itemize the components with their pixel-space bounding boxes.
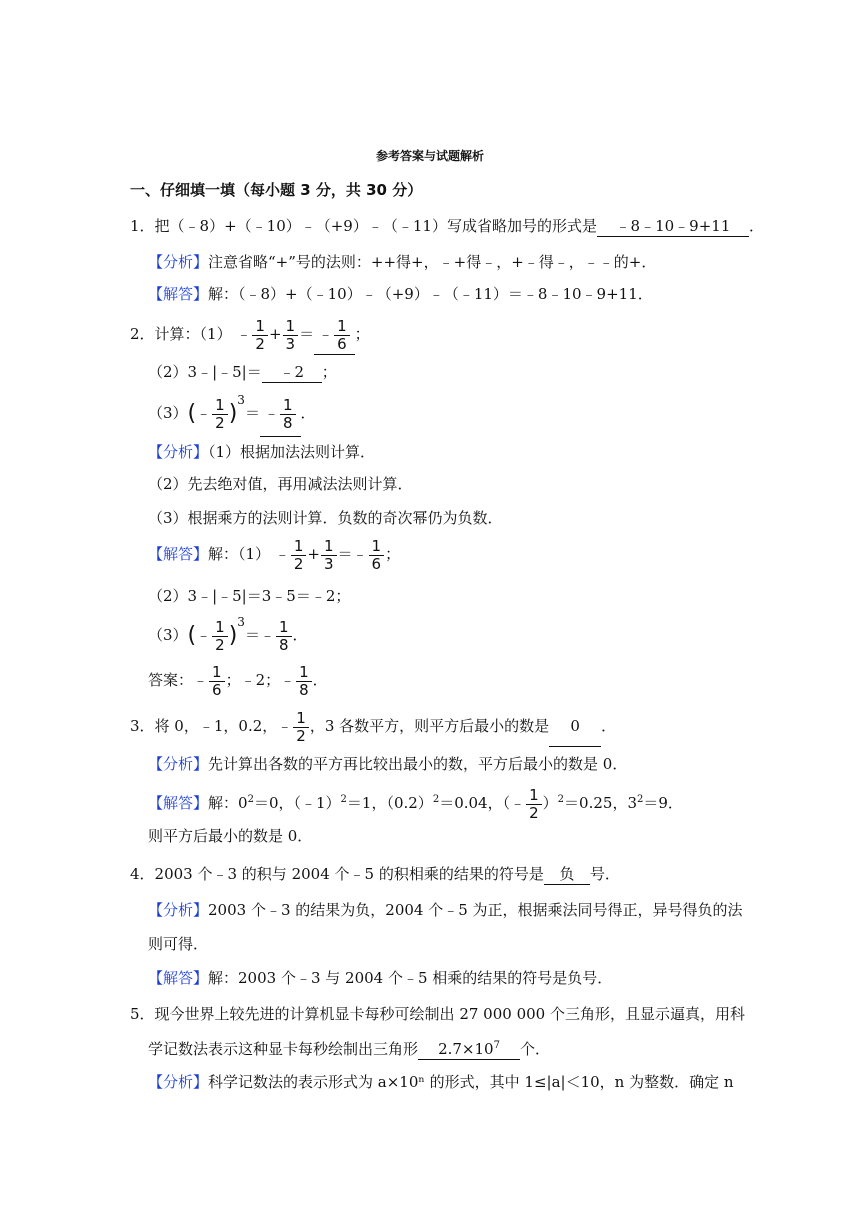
q4-solution-text: 解：2003 个﹣3 与 2004 个﹣5 相乘的结果的符号是负号． [208, 969, 613, 987]
solution-tag: 【解答】 [148, 285, 209, 303]
fraction: $\frac{1}{2}$ [252, 318, 268, 353]
section-heading: 一、仔细填一填（每小题 3 分，共 30 分） [130, 181, 423, 199]
q2-part2-text: （2）3﹣|﹣5|＝ [148, 363, 262, 381]
q5-analysis [148, 1072, 734, 1092]
q4-analysis [148, 900, 743, 920]
q4-analysis-cont: 则可得． [148, 935, 209, 953]
q2-analysis-2: （2）先去绝对值，再用减法法则计算． [148, 475, 413, 493]
q2-part3: （3）(﹣ $\frac{1}{2}$ )$^3$＝ ﹣ $\frac{1}{8}$ ． [148, 390, 316, 437]
q2-solution-label-3: （3） [148, 626, 188, 644]
q4-answer: 负 [544, 864, 590, 885]
q1-solution-text: 解：（﹣8）+（﹣10）﹣（+9）﹣（﹣11）＝﹣8﹣10﹣9+11． [208, 285, 653, 303]
analysis-tag: 【分析】 [148, 901, 209, 919]
q2-solution-1: 【解答】解：（1） ﹣ $\frac{1}{2}$ + $\frac{1}{3}$ ＝﹣ $\frac{1}{6}$ ； [148, 536, 401, 573]
q4-stem: 4．2003 个﹣3 的积与 2004 个﹣5 的积相乘的结果的符号是 [130, 865, 544, 883]
question-5-cont: 学记数法表示这种显卡每秒绘制出三角形 $2.7\times 10^7$ 个． [148, 1036, 550, 1060]
q3-stem-a: 3．将 0，﹣1，0.2， [130, 717, 278, 735]
q2-stem: 2．计算：（1） [130, 325, 232, 343]
solution-tag: 【解答】 [148, 969, 209, 987]
q2-answer-2: ﹣2 [262, 362, 322, 383]
q2-answer-1: ﹣ $\frac{1}{6}$ [314, 314, 355, 355]
q5-analysis-text: 科学记数法的表示形式为 a×10ⁿ 的形式，其中 1≤|a|＜10，n 为整数．确定 n [208, 1073, 734, 1091]
analysis-tag: 【分析】 [148, 755, 209, 773]
solution-tag: 【解答】 [148, 545, 209, 563]
analysis-tag: 【分析】 [148, 253, 209, 271]
q1-analysis [148, 252, 656, 272]
analysis-tag: 【分析】 [148, 443, 209, 461]
q2-analysis-3: （3）根据乘方的法则计算．负数的奇次幂仍为负数． [148, 509, 503, 527]
q3-analysis [148, 754, 627, 774]
page-title: 参考答案与试题解析 [375, 149, 484, 163]
question-5: 5．现今世界上较先进的计算机显卡每秒可绘制出 27 000 000 个三角形，且显示逼真，用科 [130, 1005, 745, 1023]
fraction: $\frac{1}{3}$ [283, 318, 299, 353]
q3-stem-b: ，3 各数平方，则平方后最小的数是 [309, 717, 550, 735]
question-4: 4．2003 个﹣3 的积与 2004 个﹣5 的积相乘的结果的符号是 负 号． [130, 865, 620, 883]
q3-solution: 【解答】解：$0^2=0$，（﹣1）$^2$＝1，$(0.2)^2=0.04$，（﹣ $\frac{1}{2}$ ）$^2$＝0.25，$3^2=9$． [148, 785, 683, 822]
q2-part3-label: （3） [148, 404, 188, 422]
q3-analysis-text: 先计算出各数的平方再比较出最小的数，平方后最小的数是 0． [208, 755, 628, 773]
q2-part2: （2）3﹣|﹣5|＝ ﹣2 ； [148, 363, 337, 381]
q1-stem-end: ． [748, 217, 764, 235]
q2-final-answer: 答案：﹣ $\frac{1}{6}$ ；﹣2；﹣ $\frac{1}{8}$ ． [148, 662, 328, 699]
question-1 [130, 216, 764, 237]
question-3: 3．将 0，﹣1，0.2，﹣ $\frac{1}{2}$ ，3 各数平方，则平方后最小的数是 0 ． [130, 706, 616, 747]
q2-analysis-text-1: （1）根据加法法则计算． [208, 443, 376, 461]
q1-analysis-text: 注意省略“+”号的法则：++得+，﹣+得﹣，+﹣得﹣，﹣﹣的+． [208, 253, 657, 271]
q2-final-label: 答案： [148, 671, 194, 689]
q1-solution [148, 284, 653, 304]
analysis-tag: 【分析】 [148, 1073, 209, 1091]
q3-answer: 0 [549, 706, 601, 747]
q2-answer-3: ﹣ $\frac{1}{8}$ [260, 390, 301, 437]
q1-answer: ﹣8﹣10﹣9+11 [597, 216, 749, 237]
solution-tag: 【解答】 [148, 794, 209, 812]
q4-analysis-text: 2003 个﹣3 的结果为负，2004 个﹣5 为正，根据乘法同号得正，异号得负的法 [208, 901, 743, 919]
q1-stem: 1．把（﹣8）+（﹣10）﹣（+9）﹣（﹣11）写成省略加号的形式是 [130, 217, 597, 235]
q3-conclusion: 则平方后最小的数是 0． [148, 827, 313, 845]
q4-solution [148, 968, 612, 988]
q2-final-mid: ；﹣2；﹣ [225, 671, 296, 689]
q2-solution-3: （3）(﹣ $\frac{1}{2}$ )$^3$＝﹣ $\frac{1}{8}$ ． [148, 615, 308, 654]
q5-answer: $2.7\times 10^7$ [418, 1036, 520, 1060]
q2-solution-2: （2）3﹣|﹣5|＝3﹣5＝﹣2； [148, 587, 351, 605]
q2-analysis-1 [148, 442, 375, 462]
q2-solution-text-1: 解：（1） [208, 545, 271, 563]
question-2: 2．计算：（1） ﹣ $\frac{1}{2}$ + $\frac{1}{3}$ ＝ ﹣ $\frac{1}{6}$ ； [130, 314, 370, 355]
